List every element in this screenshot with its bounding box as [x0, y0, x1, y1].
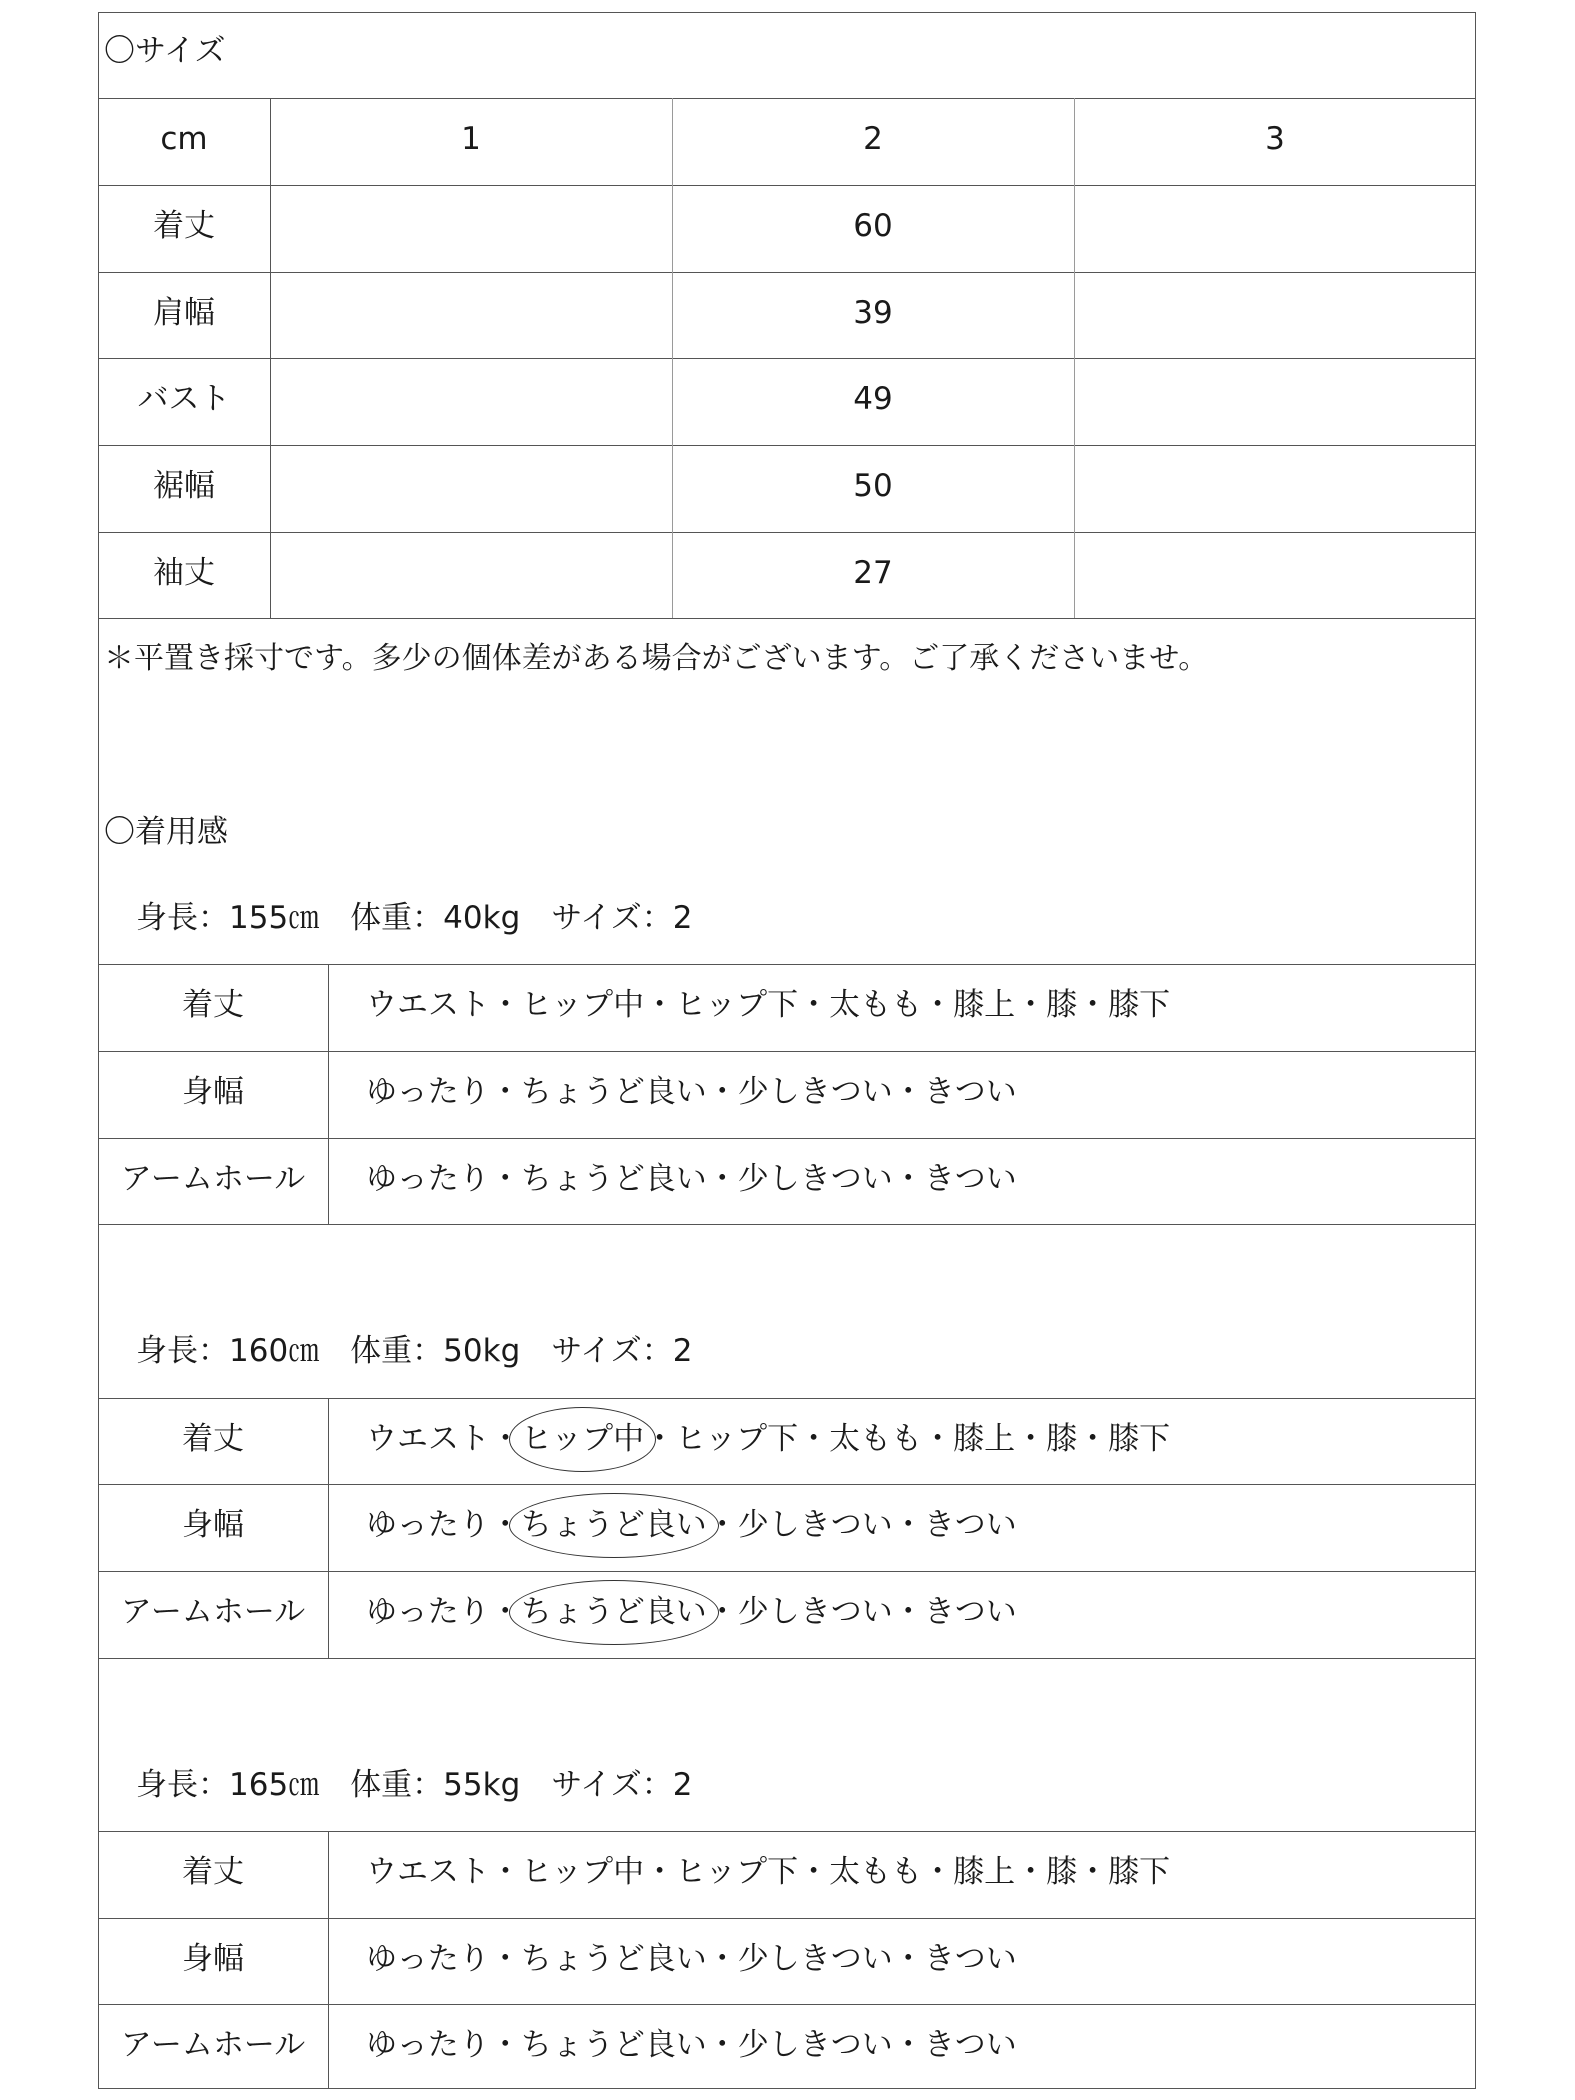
fit-label: アームホール [120, 1161, 306, 1197]
option-separator: ・ [922, 1421, 954, 1457]
divider [98, 1658, 1476, 1659]
divider [98, 358, 1476, 359]
fit-options [366, 1941, 1017, 1977]
fit-label: 着丈 [182, 1421, 244, 1457]
fit-option: 膝 [1046, 1854, 1078, 1890]
fit-option: 膝上 [953, 1421, 1016, 1457]
fit-options [366, 1594, 1017, 1630]
fit-label: 着丈 [182, 1854, 244, 1890]
fit-label: アームホール [120, 2027, 306, 2063]
fit-option: 膝上 [953, 1854, 1016, 1890]
fit-option: ゆったり [366, 1941, 490, 1977]
fit-label: 身幅 [182, 1074, 244, 1110]
fit-option: 少しきつい [737, 1594, 893, 1630]
measure-label: バスト [137, 381, 231, 417]
fit-option: 膝下 [1108, 987, 1171, 1023]
divider [98, 1224, 1476, 1225]
divider [98, 2004, 1476, 2005]
measure-label: 着丈 [153, 208, 215, 244]
divider [98, 1484, 1476, 1485]
option-separator: ・ [644, 1854, 676, 1890]
divider [98, 272, 1476, 273]
divider [98, 532, 1476, 533]
measure-label: 袖丈 [153, 555, 215, 591]
fit-option: ヒップ下 [675, 1421, 799, 1457]
measurement-note: ＊平置き採寸です。多少の個体差がある場合がございます。ご了承くださいませ。 [104, 641, 1209, 676]
size-column-header: 3 [1265, 121, 1285, 157]
option-separator: ・ [706, 1594, 738, 1630]
fit-option: きつい [923, 1074, 1017, 1110]
fit-option: 少しきつい [737, 1507, 893, 1543]
fit-option: ちょうど良い [520, 2027, 707, 2063]
option-separator: ・ [922, 987, 954, 1023]
option-separator: ・ [490, 1854, 521, 1890]
option-separator: ・ [922, 1854, 954, 1890]
option-separator: ・ [644, 987, 676, 1023]
fit-option: 少しきつい [737, 1161, 893, 1197]
fit-option-selected: ちょうど良い [520, 1507, 707, 1543]
fit-option-selected: ちょうど良い [520, 1594, 707, 1630]
fit-option: 少しきつい [737, 1941, 893, 1977]
size-heading: 〇サイズ [104, 33, 226, 69]
fit-option: きつい [923, 1161, 1017, 1197]
fit-option: 膝下 [1108, 1421, 1171, 1457]
measure-value: 50 [853, 468, 893, 504]
fit-option: 膝 [1046, 987, 1078, 1023]
option-separator: ・ [1015, 987, 1047, 1023]
divider [98, 1831, 1476, 1832]
fit-option: 少しきつい [737, 1074, 893, 1110]
fit-heading: 〇着用感 [104, 814, 228, 850]
divider [98, 1051, 1476, 1052]
fit-options [366, 1161, 1017, 1197]
fit-options [366, 1421, 1171, 1457]
fit-option: ヒップ下 [675, 1854, 799, 1890]
fit-options [366, 2027, 1017, 2063]
fit-option: ウエスト [366, 987, 490, 1023]
option-separator: ・ [644, 1421, 676, 1457]
fit-option: 膝上 [953, 987, 1016, 1023]
option-separator: ・ [798, 1421, 830, 1457]
fit-label: 身幅 [182, 1507, 244, 1543]
option-separator: ・ [706, 1161, 738, 1197]
fit-label: 着丈 [182, 987, 244, 1023]
model-profile: 身長：160㎝ 体重：50kg サイズ：2 [136, 1333, 693, 1369]
divider [98, 964, 1476, 965]
option-separator: ・ [489, 1594, 521, 1630]
column-divider [1074, 98, 1075, 618]
divider [98, 185, 1476, 186]
option-separator: ・ [798, 987, 830, 1023]
fit-label: 身幅 [182, 1941, 244, 1977]
option-separator: ・ [892, 1161, 924, 1197]
fit-option: 少しきつい [737, 2027, 893, 2063]
fit-option: 膝下 [1108, 1854, 1171, 1890]
option-separator: ・ [1015, 1854, 1047, 1890]
column-divider [328, 1398, 329, 1658]
measure-value: 39 [853, 295, 893, 331]
divider [98, 98, 1476, 99]
fit-option: ウエスト [366, 1421, 490, 1457]
fit-options [366, 987, 1171, 1023]
option-separator: ・ [1015, 1421, 1047, 1457]
fit-option: きつい [923, 1941, 1017, 1977]
fit-option: 膝 [1046, 1421, 1078, 1457]
divider [98, 445, 1476, 446]
fit-option: ウエスト [366, 1854, 490, 1890]
option-separator: ・ [489, 1074, 521, 1110]
divider [98, 1398, 1476, 1399]
option-separator: ・ [892, 1074, 924, 1110]
fit-option: ゆったり [366, 1594, 490, 1630]
fit-options [366, 1507, 1017, 1543]
divider [98, 1571, 1476, 1572]
size-column-header: 2 [863, 121, 883, 157]
fit-option-selected: ヒップ中 [521, 1421, 645, 1457]
column-divider [328, 964, 329, 1224]
measure-value: 49 [853, 381, 893, 417]
fit-option: ヒップ中 [521, 987, 645, 1023]
unit-header: cm [160, 121, 208, 157]
fit-option: 太もも [829, 1421, 923, 1457]
size-column-header: 1 [461, 121, 481, 157]
fit-option: ゆったり [366, 1074, 490, 1110]
option-separator: ・ [1077, 1421, 1109, 1457]
option-separator: ・ [706, 1507, 738, 1543]
option-separator: ・ [1077, 1854, 1109, 1890]
divider [98, 1918, 1476, 1919]
option-separator: ・ [489, 1507, 521, 1543]
option-separator: ・ [489, 1941, 521, 1977]
fit-option: ゆったり [366, 1161, 490, 1197]
column-divider [328, 1831, 329, 2089]
fit-option: 太もも [829, 987, 923, 1023]
model-profile: 身長：155㎝ 体重：40kg サイズ：2 [136, 900, 693, 936]
fit-options [366, 1854, 1171, 1890]
fit-option: きつい [923, 1507, 1017, 1543]
option-separator: ・ [892, 1507, 924, 1543]
option-separator: ・ [892, 1594, 924, 1630]
measure-value: 27 [853, 555, 893, 591]
option-separator: ・ [1077, 987, 1109, 1023]
option-separator: ・ [489, 1161, 521, 1197]
fit-label: アームホール [120, 1594, 306, 1630]
fit-option: ヒップ下 [675, 987, 799, 1023]
divider [98, 1138, 1476, 1139]
option-separator: ・ [490, 987, 521, 1023]
model-profile: 身長：165㎝ 体重：55kg サイズ：2 [136, 1767, 693, 1803]
option-separator: ・ [892, 2027, 924, 2063]
measure-value: 60 [853, 208, 893, 244]
fit-option: ちょうど良い [520, 1074, 707, 1110]
fit-option: 太もも [829, 1854, 923, 1890]
measure-label: 肩幅 [153, 295, 215, 331]
option-separator: ・ [706, 1074, 738, 1110]
option-separator: ・ [706, 1941, 738, 1977]
divider [98, 618, 1476, 619]
fit-option: ゆったり [366, 1507, 490, 1543]
fit-option: ヒップ中 [521, 1854, 645, 1890]
column-divider [270, 98, 271, 618]
column-divider [672, 98, 673, 618]
option-separator: ・ [490, 1421, 521, 1457]
measure-label: 裾幅 [153, 468, 215, 504]
option-separator: ・ [489, 2027, 521, 2063]
option-separator: ・ [706, 2027, 738, 2063]
option-separator: ・ [892, 1941, 924, 1977]
fit-option: ちょうど良い [520, 1161, 707, 1197]
fit-option: きつい [923, 1594, 1017, 1630]
fit-options [366, 1074, 1017, 1110]
fit-option: きつい [923, 2027, 1017, 2063]
fit-option: ゆったり [366, 2027, 490, 2063]
fit-option: ちょうど良い [520, 1941, 707, 1977]
option-separator: ・ [798, 1854, 830, 1890]
